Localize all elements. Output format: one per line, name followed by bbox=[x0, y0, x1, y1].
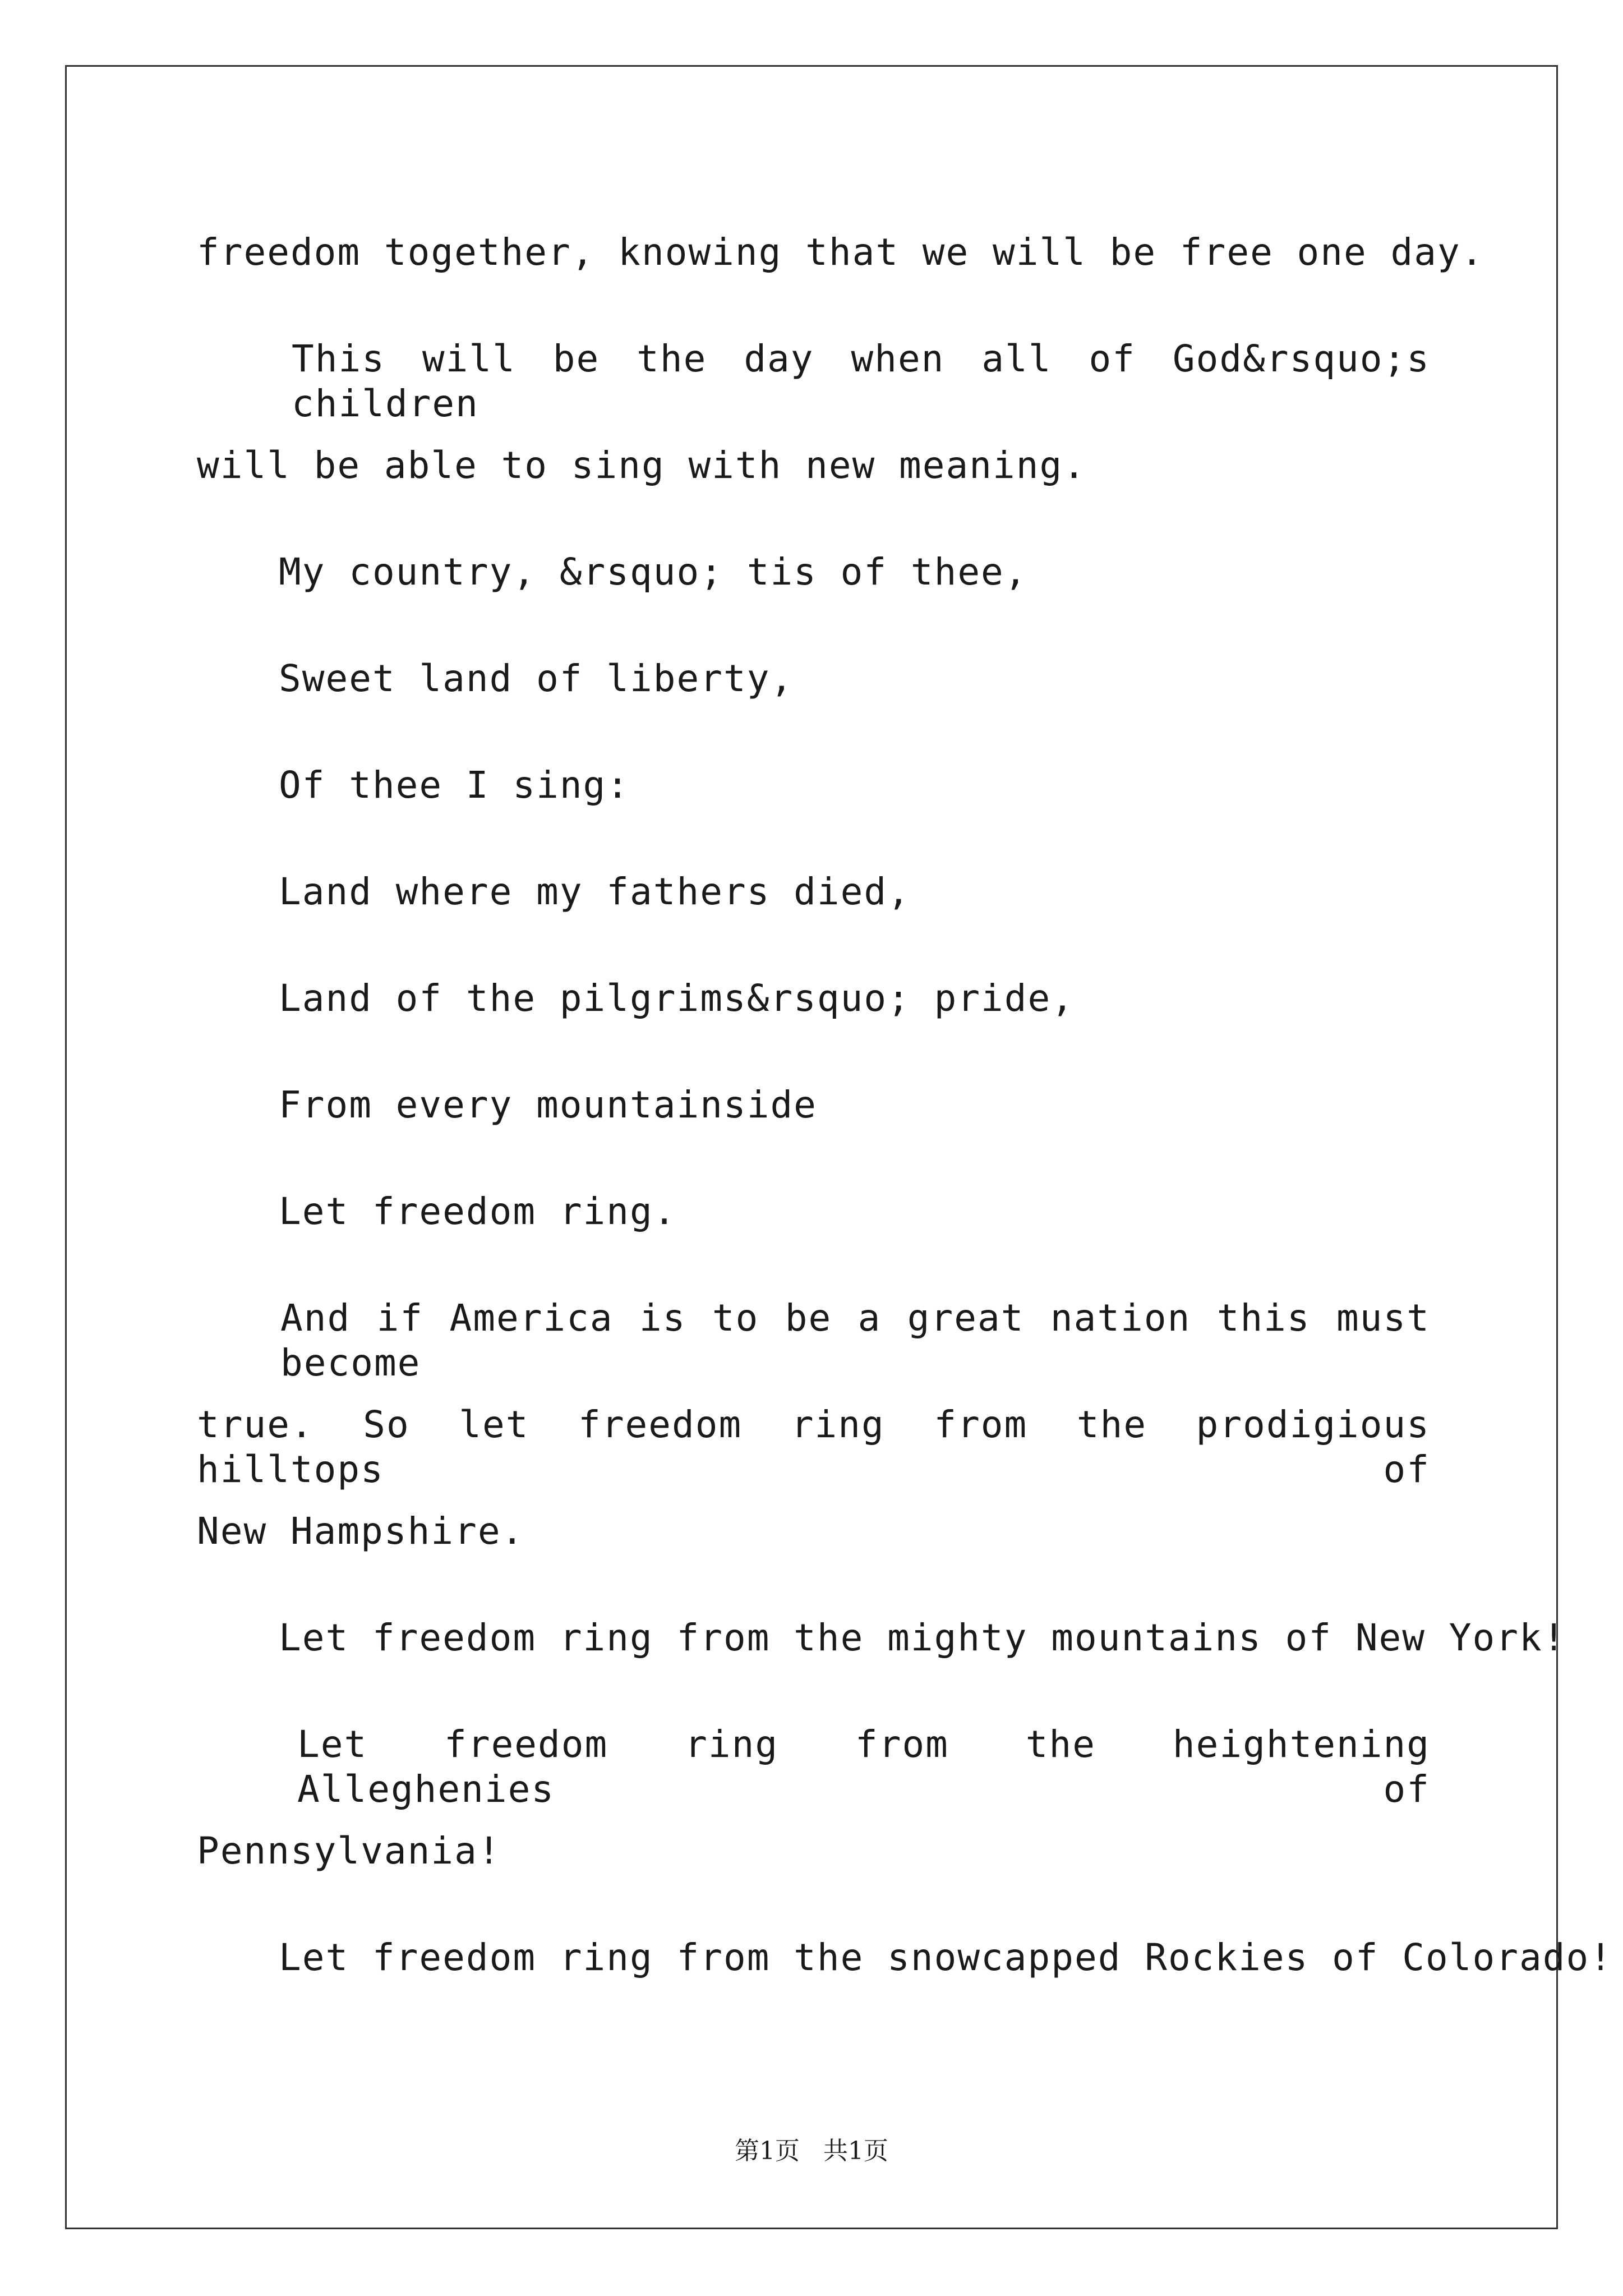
text-line-11: And if America is to be a great nation this must become bbox=[280, 1296, 1430, 1384]
page-number-footer: 第1页 共1页 bbox=[735, 2137, 888, 2165]
text-line-13: New Hampshire. bbox=[197, 1510, 525, 1553]
text-line-5: Sweet land of liberty, bbox=[279, 657, 794, 700]
text-line-17: Let freedom ring from the snowcapped Rockies of Colorado! bbox=[279, 1936, 1613, 1979]
text-line-2: This will be the day when all of God&rsquo;s children bbox=[292, 337, 1430, 425]
text-line-14: Let freedom ring from the mighty mountains of New York! bbox=[279, 1616, 1566, 1659]
text-line-4: My country, &rsquo; tis of thee, bbox=[279, 550, 1028, 593]
text-line-3: will be able to sing with new meaning. bbox=[197, 444, 1086, 487]
text-line-1: freedom together, knowing that we will be free one day. bbox=[197, 231, 1484, 274]
text-line-16: Pennsylvania! bbox=[197, 1829, 501, 1872]
text-line-10: Let freedom ring. bbox=[279, 1190, 677, 1233]
text-line-9: From every mountainside bbox=[279, 1083, 817, 1126]
text-line-15: Let freedom ring from the heightening Alleghenies of bbox=[297, 1723, 1430, 1811]
text-line-8: Land of the pilgrims&rsquo; pride, bbox=[279, 977, 1075, 1020]
text-line-6: Of thee I sing: bbox=[279, 763, 630, 807]
text-line-7: Land where my fathers died, bbox=[279, 870, 911, 913]
text-line-12: true. So let freedom ring from the prodigious hilltops of bbox=[197, 1403, 1430, 1491]
